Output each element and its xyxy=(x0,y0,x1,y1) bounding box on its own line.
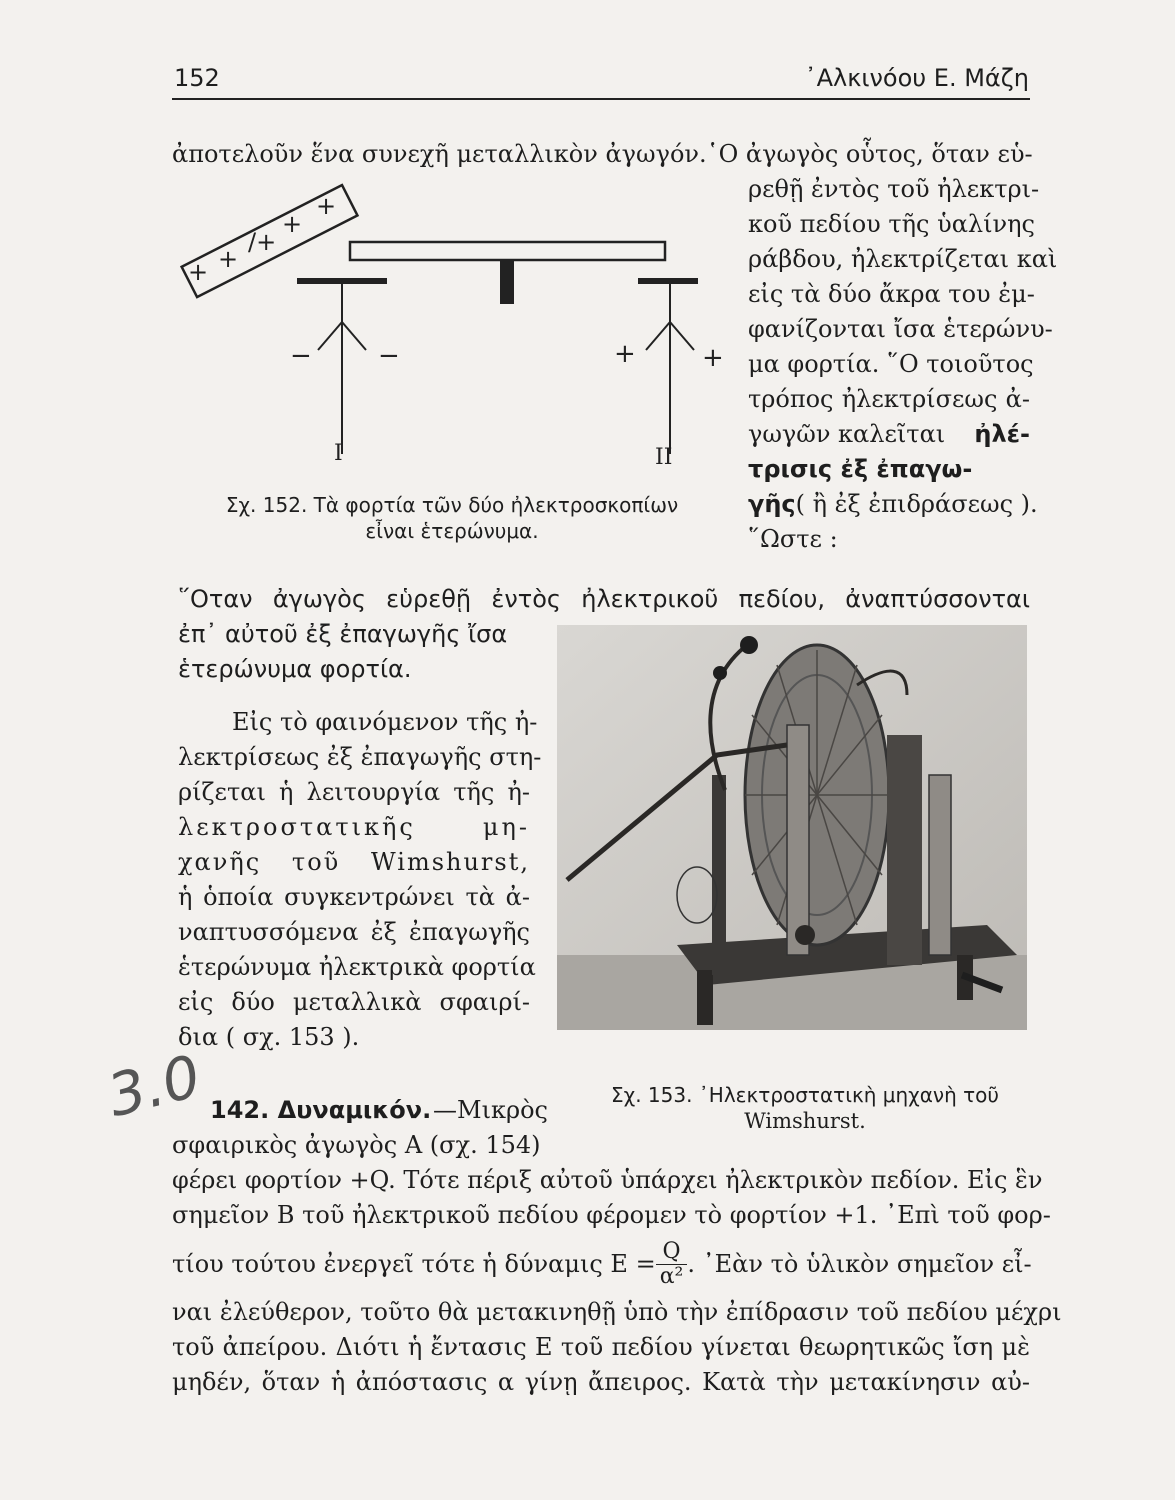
paragraph-line: δια ( σχ. 153 ). xyxy=(178,1023,360,1051)
term-bold-1: ἠλέ- xyxy=(974,420,1030,448)
paragraph-line: χανῆς τοῦ Wimshurst, xyxy=(178,848,530,876)
section-heading-line xyxy=(210,1093,548,1128)
figure-152-caption xyxy=(172,492,732,544)
side-line: φανίζονται ἴσα ἑτερώνυ- xyxy=(748,315,1053,343)
caption-line: εἶναι ἑτερώνυμα. xyxy=(365,519,539,543)
paragraph-line: εἰς δύο μεταλλικὰ σφαιρί- xyxy=(178,988,530,1016)
section-title: 142. Δυναμικόν. xyxy=(210,1096,432,1124)
formula-text: τίου τούτου ἐνεργεῖ τότε ἡ δύναμις Ε = xyxy=(172,1249,656,1278)
bar-connector xyxy=(500,260,514,304)
formula-text: . ᾿Εὰν τὸ ὑλικὸν σημεῖον εἶ- xyxy=(687,1249,1032,1278)
paragraph-line: λεκτροστατικῆς μη- xyxy=(178,813,530,841)
discharger-sphere-1 xyxy=(740,636,758,654)
side-column xyxy=(748,172,1058,557)
electroscope-plate-right xyxy=(638,278,698,284)
metal-bar xyxy=(350,242,665,260)
machine-frame xyxy=(887,735,922,965)
side-line: κοῦ πεδίου τῆς ὑαλίνης xyxy=(748,210,1035,238)
term-bold-2: τρισις ἐξ ἐπαγω- xyxy=(748,455,973,483)
side-line: μα φορτία. ῞Ο τοιοῦτος xyxy=(748,350,1034,378)
section-line: σημεῖον Β τοῦ ἠλεκτρικοῦ πεδίου φέρομεν τὸ φορτίον +1. ᾿Επὶ τοῦ φορ- xyxy=(172,1201,1051,1229)
label-electroscope-2: II xyxy=(655,445,673,470)
leyden-jar-left xyxy=(787,725,809,955)
wimshurst-machine-image xyxy=(557,625,1027,1030)
side-line xyxy=(748,417,1030,452)
section-heading-text: —Μικρὸς xyxy=(433,1096,548,1124)
section-line: μηδέν, ὅταν ἡ ἀπόστασις α γίνῃ ἄπειρος. Κατὰ τὴν μετακίνησιν αὐ- xyxy=(172,1368,1030,1396)
leaf-left-1 xyxy=(318,322,342,350)
section-line: τοῦ ἀπείρου. Διότι ἡ ἔντασις Ε τοῦ πεδίου γίνεται θεωρητικῶς ἴση μὲ xyxy=(172,1333,1030,1361)
section-line: σφαιρικὸς ἀγωγὸς Α (σχ. 154) xyxy=(172,1131,541,1159)
charge-sign-left: − xyxy=(378,341,400,371)
leyden-jar-right xyxy=(929,775,951,955)
section-line: ναι ἐλεύθερον, τοῦτο θὰ μετακινηθῇ ὑπὸ τὴν ἐπίδρασιν τοῦ πεδίου μέχρι xyxy=(172,1298,1062,1326)
law-line-1: ῞Οταν ἀγωγὸς εὑρεθῇ ἐντὸς ἠλεκτρικοῦ πεδίου, ἀναπτύσσονται xyxy=(178,585,1030,613)
rod-sign: + xyxy=(282,210,303,238)
term-bold-line xyxy=(748,452,1030,487)
charge-sign-right: + xyxy=(702,343,724,373)
leaf-left-2 xyxy=(342,322,366,350)
paragraph-line: ναπτυσσόμενα ἐξ ἐπαγωγῆς xyxy=(178,918,530,946)
side-line: ῞Ωστε : xyxy=(748,525,838,553)
label-electroscope-1: I xyxy=(334,441,343,466)
running-title: ᾿Αλκινόου Ε. Μάζη xyxy=(804,64,1029,92)
fraction-denominator: α² xyxy=(659,1263,684,1289)
electroscope-plate-left xyxy=(297,278,387,284)
figure-153-photo xyxy=(557,625,1027,1030)
page-number: 152 xyxy=(174,64,220,92)
fraction-numerator: Q xyxy=(656,1240,688,1265)
paragraph-line: ἡ ὁποία συγκεντρώνει τὰ ἀ- xyxy=(178,883,530,911)
law-line-2: ἐπ᾿ αὐτοῦ ἐξ ἐπαγωγῆς ἴσα xyxy=(178,620,508,648)
law-line-3: ἑτερώνυμα φορτία. xyxy=(178,655,412,683)
caption-line: Σχ. 152. Τὰ φορτία τῶν δύο ἠλεκτροσκοπίων xyxy=(225,493,679,517)
text-line-top: ἀποτελοῦν ἕνα συνεχῆ μεταλλικὸν ἀγωγόν.῾Ο ἀγωγὸς οὗτος, ὅταν εὑ- xyxy=(172,140,1033,168)
header-rule xyxy=(172,98,1030,100)
side-line: εἰς τὰ δύο ἄκρα του ἐμ- xyxy=(748,280,1035,308)
side-line xyxy=(748,487,1038,522)
leaf-right-1 xyxy=(646,322,670,350)
caption-line: Wimshurst. xyxy=(744,1109,866,1133)
side-line: ρεθῇ ἐντὸς τοῦ ἠλεκτρι- xyxy=(748,175,1040,203)
paragraph-line: Εἰς τὸ φαινόμενον τῆς ἠ- xyxy=(232,708,538,736)
rod-sign: /+ xyxy=(248,228,277,256)
rod-sign: + xyxy=(188,258,209,286)
force-fraction xyxy=(656,1240,688,1289)
figure-153-caption xyxy=(580,1082,1030,1135)
figure-152-diagram xyxy=(170,182,740,472)
charge-sign-left: − xyxy=(290,341,312,371)
side-line-text: ( ἢ ἐξ ἐπιδράσεως ). xyxy=(795,490,1038,518)
charge-sign-right: + xyxy=(614,339,636,369)
paragraph-line: ρίζεται ἡ λειτουργία τῆς ἠ- xyxy=(178,778,530,806)
paragraph-line: ἑτερώνυμα ἠλεκτρικὰ φορτία xyxy=(178,953,536,981)
discharger-sphere-2 xyxy=(713,666,727,680)
rod-sign: + xyxy=(316,192,337,220)
side-line-text: γωγῶν καλεῖται xyxy=(748,420,946,448)
caption-line: Σχ. 153. ᾿Ηλεκτροστατικὴ μηχανὴ τοῦ xyxy=(611,1083,999,1107)
section-body xyxy=(172,1163,1062,1400)
handwritten-note: 3.0 xyxy=(101,1041,208,1131)
wimshurst-paragraph xyxy=(178,705,542,1055)
side-line: τρόπος ἠλεκτρίσεως ἀ- xyxy=(748,385,1030,413)
rod-sign: + xyxy=(218,245,239,273)
section-line: φέρει φορτίον +Q. Τότε πέριξ αὐτοῦ ὑπάρχει ἠλεκτρικὸν πεδίον. Εἰς ἓν xyxy=(172,1166,1043,1194)
term-bold-3: γῆς xyxy=(748,490,796,518)
side-line: ράβδου, ἠλεκτρίζεται καὶ xyxy=(748,245,1058,273)
paragraph-line: λεκτρίσεως ἐξ ἐπαγωγῆς στη- xyxy=(178,743,542,771)
formula-line xyxy=(172,1233,1030,1295)
leaf-right-2 xyxy=(670,322,694,350)
